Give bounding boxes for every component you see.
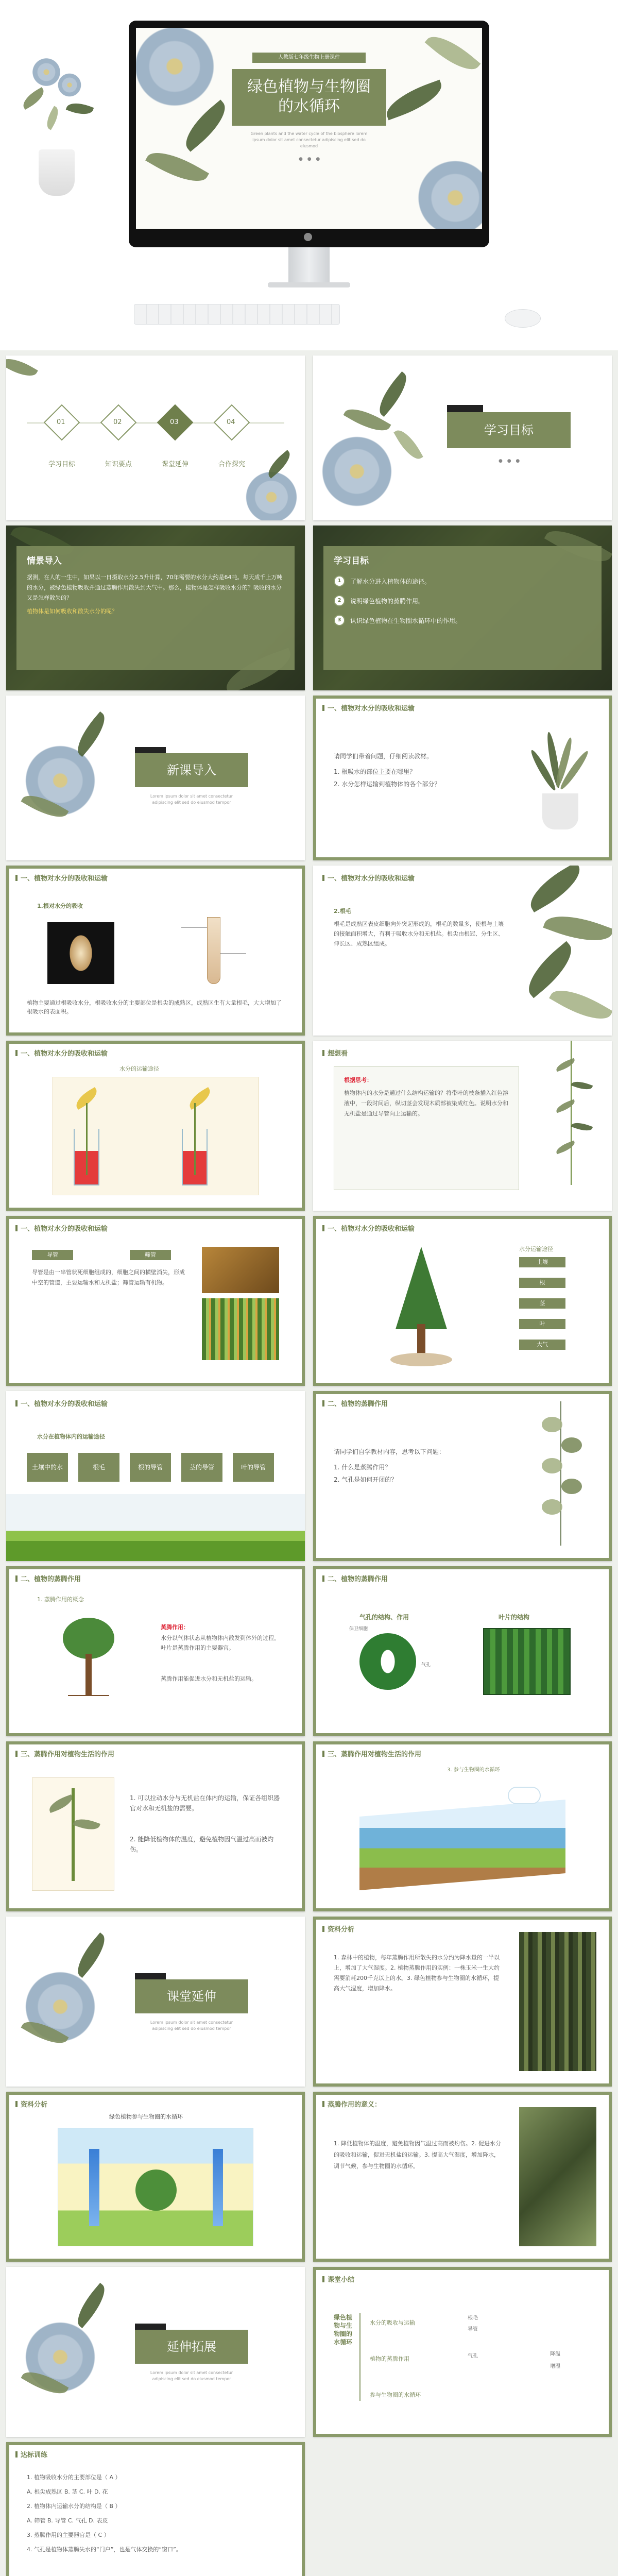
- ext-title-desc: Lorem ipsum dolor sit amet consectetur adipiscing elit sed do eiusmod tempor: [150, 2020, 233, 2031]
- forest-photo: [519, 1932, 596, 2071]
- s17-item-3: 2. 植物体内运输水分的结构是（ B ）: [27, 2503, 121, 2510]
- eucalyptus-decoration: [529, 1401, 602, 1551]
- goals-title: 学习目标: [334, 556, 369, 566]
- s8-item-2: 2. 气孔是如何开闭的？: [334, 1476, 398, 1483]
- slide-water-cycle: [313, 1741, 612, 1911]
- s9-header: 二、植物的蒸腾作用: [15, 1573, 81, 1583]
- intro-text: 据测，在人的一生中，如果以一日摄取水分2.5升计算，70年需要的水分大约是64吨。每天成千上万吨的水分，被绿色植物吸收并通过蒸腾作用散失到大气中。那么，植物体是怎样吸收水分的？吸收的水分又是怎样散失的？: [27, 574, 283, 601]
- intro-panel: [16, 546, 295, 670]
- goals-title-text: 学习目标: [484, 423, 534, 437]
- slide-cycle-diagram: [6, 2092, 305, 2262]
- intro-title: 情景导入: [27, 556, 62, 566]
- q1-item-2: 2. 水分怎样运输到植物体的各个部分？: [334, 781, 441, 788]
- plant-decoration: [514, 866, 612, 1036]
- potted-plant-image: [529, 732, 591, 835]
- keyboard: [134, 304, 340, 325]
- monitor-base: [268, 282, 350, 287]
- s12-sub: 3. 参与生物圈的水循环: [447, 1767, 500, 1773]
- slide-toc: [6, 355, 305, 520]
- root-photo: [47, 922, 114, 984]
- s6-flow-5: 大气: [519, 1340, 565, 1350]
- s10-left-title: 气孔的结构、作用: [359, 1614, 409, 1621]
- new-lesson-desc: Lorem ipsum dolor sit amet consectetur adipiscing elit sed do eiusmod tempor: [150, 794, 233, 805]
- ext2-title-desc: Lorem ipsum dolor sit amet consectetur adipiscing elit sed do eiusmod tempor: [150, 2370, 233, 2381]
- s11-header: 三、蒸腾作用对植物生活的作用: [15, 1749, 114, 1758]
- toc-num-1: 01: [57, 418, 65, 426]
- s10-label-2: 气孔: [421, 1663, 431, 1668]
- slide-water-transport-exp: [6, 1041, 305, 1211]
- cover-dots: ● ● ●: [299, 157, 322, 162]
- ext-title-text: 课堂延伸: [167, 1989, 216, 2004]
- toc-num-4: 04: [227, 418, 235, 426]
- slide-new-lesson: [6, 696, 305, 860]
- s1-sub: 1.根对水分的吸收: [37, 903, 83, 909]
- s9-text: 水分以气体状态从植物体内散发到体外的过程。叶片是蒸腾作用的主要器官。: [161, 1635, 280, 1651]
- s13-text: 1. 森林中的植物，每年蒸腾作用所散失的水分约为降水量的一半以上，增加了大气湿度。2. 植物蒸腾作用的实例：一株玉米一生大约需要消耗200千克以上的水。3. 绿色植物参与生物圈的水循环，提高大气湿度，增加降水。: [334, 1954, 500, 1992]
- hanging-plant-decoration: [535, 1041, 612, 1211]
- cover-series-label: 人教版七年级生物上册课件: [252, 53, 366, 63]
- q1-intro: 请同学们带着问题，仔细阅读教材。: [334, 753, 433, 760]
- s1-header: 一、植物对水分的吸收和运输: [15, 873, 108, 883]
- vessel-photo-1: [202, 1247, 279, 1293]
- new-lesson-panel: [135, 753, 248, 787]
- tree-diagram: [370, 1247, 473, 1370]
- s8-header: 二、植物的蒸腾作用: [322, 1398, 388, 1408]
- s7-box-5: 叶的导管: [233, 1453, 274, 1482]
- s10-right-title: 叶片的结构: [499, 1614, 530, 1621]
- slide-transpiration-effects: [6, 1741, 305, 1911]
- s17-item-6: 4. 气孔是植物体蒸腾失水的“门户”，也是气体交换的“窗口”。: [27, 2546, 182, 2553]
- grass-field-image: [6, 1494, 305, 1561]
- s6-flow-1: 土壤: [519, 1257, 565, 1267]
- cover-mockup: [0, 0, 618, 350]
- goal-item-3: 认识绿色植物在生物圈水循环中的作用。: [350, 617, 462, 624]
- s17-item-4: A. 筛管 B. 导管 C. 气孔 D. 表皮: [27, 2517, 108, 2524]
- slide-goals-title: [313, 355, 612, 520]
- goals-title-panel: [447, 412, 571, 448]
- toc-num-3: 03: [170, 418, 179, 426]
- slide-intro: [6, 526, 305, 690]
- s6-flow-2: 根: [519, 1278, 565, 1288]
- q1-item-1: 1. 根吸水的部位主要在哪里？: [334, 768, 416, 775]
- s3-sub: 水分的运输途径: [119, 1065, 159, 1072]
- ext-title-panel: [135, 1979, 248, 2013]
- s4-header: 想想看: [322, 1048, 348, 1058]
- goals-panel: [323, 546, 602, 670]
- s9-text2: 蒸腾作用能促进水分和无机盐的运输。: [161, 1675, 257, 1682]
- s12-header: 三、蒸腾作用对植物生活的作用: [322, 1749, 421, 1758]
- slide-think: [313, 1041, 612, 1211]
- s16-leaf-1: 根毛: [468, 2315, 478, 2321]
- slide-ext-title: [6, 1917, 305, 2087]
- s10-label-1: 保卫细胞: [349, 1626, 368, 1632]
- s5-header: 一、植物对水分的吸收和运输: [15, 1223, 108, 1233]
- s8-item-1: 1. 什么是蒸腾作用？: [334, 1464, 391, 1471]
- s16-header: 课堂小结: [322, 2274, 354, 2284]
- s16-branch-2: 植物的蒸腾作用: [370, 2355, 409, 2362]
- slide-root-absorption: [6, 866, 305, 1036]
- s8-intro: 请同学们自学教材内容，思考以下问题：: [334, 1448, 445, 1455]
- s2-header: 一、植物对水分的吸收和运输: [322, 873, 415, 883]
- mouse: [505, 309, 541, 328]
- s17-header: 达标训练: [15, 2449, 47, 2459]
- q1-header: 一、植物对水分的吸收和运输: [322, 703, 415, 713]
- s11-item-2: 2. 能降低植物体的温度，避免植物因气温过高而被灼伤。: [130, 1836, 274, 1853]
- slide-transpiration-meaning: [313, 2092, 612, 2262]
- s13-header: 资料分析: [322, 1924, 354, 1934]
- cover-title-panel: [232, 69, 386, 126]
- s7-header: 一、植物对水分的吸收和运输: [15, 1398, 108, 1408]
- cover-desc: Green plants and the water cycle of the biosphere lorem ipsum dolor sit amet consectetur adipiscing elit sed do eiusmod: [250, 131, 368, 148]
- s2-text: 根毛是成熟区表皮细胞向外突起形成的，根毛的数量多，使根与土壤的接触面积增大，有利于吸收水分和无机盐。根尖由根冠、分生区、伸长区、成熟区组成。: [334, 921, 504, 947]
- plant-cross-diagram: [32, 1777, 114, 1891]
- stomata-diagram: [359, 1633, 416, 1690]
- s16-leaf-5: 增湿: [550, 2364, 560, 2369]
- slide-data-analysis: [313, 1917, 612, 2087]
- s4-text: 植物体内的水分是通过什么结构运输的？将带叶的枝条插入红色溶液中，一段时间后，纵切茎会发现木质部被染成红色。说明水分和无机盐是通过导管向上运输的。: [344, 1090, 508, 1117]
- s15-text: 1. 降低植物体的温度，避免植物因气温过高而被灼伤。2. 促进水分的吸收和运输，促进无机盐的运输。3. 提高大气湿度，增加降水，调节气候，参与生物圈的水循环。: [334, 2140, 501, 2170]
- s7-sub: 水分在植物体内的运输途径: [37, 1433, 105, 1440]
- s6-header: 一、植物对水分的吸收和运输: [322, 1223, 415, 1233]
- s5-text: 导管是由一串管状死细胞组成的，细胞之间的横壁消失，形成中空的管道，主要运输水和无机盐；筛管运输有机物。: [32, 1269, 185, 1286]
- s6-flow-4: 叶: [519, 1319, 565, 1329]
- goals-title-dots: ● ● ●: [499, 459, 522, 464]
- s2-sub: 2.根毛: [334, 908, 351, 914]
- goal-num-icon: 1: [334, 575, 345, 587]
- s17-item-5: 3. 蒸腾作用的主要器官是（ C ）: [27, 2532, 110, 2538]
- s6-title: 水分运输途径: [519, 1246, 553, 1252]
- cycle-diagram-image: [58, 2128, 253, 2246]
- s17-item-2: A. 根尖成熟区 B. 茎 C. 叶 D. 花: [27, 2488, 108, 2495]
- slide-vessels: [6, 1216, 305, 1386]
- s15-header: 蒸腾作用的意义：: [322, 2099, 381, 2109]
- goal-num-icon: 2: [334, 595, 345, 606]
- s7-box-3: 根的导管: [130, 1453, 171, 1482]
- toc-item-3[interactable]: 课堂延伸: [161, 461, 188, 468]
- apple-logo-icon: [304, 233, 312, 241]
- plant-pot-decoration: [10, 46, 113, 222]
- slide-root-hair: [313, 866, 612, 1036]
- toc-item-2[interactable]: 知识要点: [105, 461, 132, 468]
- intro-highlight: 植物体是如何吸收和散失水分的呢？: [27, 608, 117, 615]
- s16-leaf-4: 降温: [550, 2351, 560, 2357]
- root-tip-diagram: [171, 917, 253, 989]
- s14-title: 绿色植物参与生物圈的水循环: [109, 2113, 183, 2120]
- s9-sub: 1. 蒸腾作用的概念: [37, 1596, 84, 1603]
- s6-flow-3: 茎: [519, 1298, 565, 1309]
- s16-branch-3: 参与生物圈的水循环: [370, 2392, 421, 2398]
- slide-ext2-title: [6, 2267, 305, 2437]
- monitor-screen: [136, 28, 482, 229]
- toc-num-2: 02: [113, 418, 122, 426]
- new-lesson-title: 新课导入: [167, 763, 216, 777]
- s11-item-1: 1. 可以拉动水分与无机盐在体内的运输，保证各组织器官对水和无机盐的需要。: [130, 1794, 280, 1812]
- transpiration-tree-diagram: [37, 1613, 140, 1721]
- s3-header: 一、植物对水分的吸收和运输: [15, 1048, 108, 1058]
- s16-leaf-2: 导管: [468, 2327, 478, 2332]
- s17-item-1: 1. 植物吸收水分的主要部位是（ A ）: [27, 2474, 121, 2481]
- s16-root: 绿色植物与生物圈的水循环: [334, 2314, 353, 2346]
- slide-q1: [313, 696, 612, 860]
- s10-header: 二、植物的蒸腾作用: [322, 1573, 388, 1583]
- cover-title-line1: 绿色植物与生物圈: [247, 78, 371, 96]
- monitor-stand: [288, 247, 330, 283]
- experiment-diagram: [53, 1077, 259, 1195]
- slide-transport-path: [6, 1391, 305, 1561]
- s7-box-1: 土壤中的水: [27, 1453, 68, 1482]
- s16-leaf-3: 气孔: [468, 2353, 478, 2359]
- slide-exercises: [6, 2442, 305, 2576]
- toc-item-1[interactable]: 学习目标: [48, 461, 75, 468]
- ext2-title-panel: [135, 2330, 248, 2364]
- slide-stomata: [313, 1566, 612, 1736]
- s7-box-2: 根毛: [78, 1453, 119, 1482]
- s1-text: 植物主要通过根吸收水分，根吸收水分的主要部位是根尖的成熟区，成熟区生有大量根毛，大大增加了根吸水的表面积。: [27, 999, 282, 1015]
- leaves-photo: [519, 2107, 596, 2246]
- cover-title-line2: 的水循环: [278, 97, 340, 115]
- s4-title: 根据思考：: [344, 1077, 372, 1083]
- s7-box-4: 茎的导管: [181, 1453, 222, 1482]
- s9-label: 蒸腾作用：: [161, 1624, 189, 1631]
- goal-item-2: 说明绿色植物的蒸腾作用。: [350, 597, 425, 605]
- s5-tag-right: 筛管: [130, 1250, 171, 1260]
- goal-item-1: 了解水分进入植物体的途径。: [350, 578, 431, 585]
- slide-goals: [313, 526, 612, 690]
- goal-num-icon: 3: [334, 615, 345, 626]
- toc-item-4[interactable]: 合作探究: [218, 461, 245, 468]
- s5-tag-left: 导管: [32, 1250, 73, 1260]
- monitor: [129, 21, 489, 247]
- ext2-title-text: 延伸拓展: [167, 2340, 216, 2354]
- slide-tree-transport: [313, 1216, 612, 1386]
- vessel-photo-2: [202, 1298, 279, 1360]
- slide-transpiration-q: [313, 1391, 612, 1561]
- slide-transpiration-concept: [6, 1566, 305, 1736]
- leaf-structure-diagram: [483, 1628, 571, 1695]
- slide-summary: [313, 2267, 612, 2437]
- s16-branch-1: 水分的吸收与运输: [370, 2319, 415, 2326]
- s14-header: 资料分析: [15, 2099, 47, 2109]
